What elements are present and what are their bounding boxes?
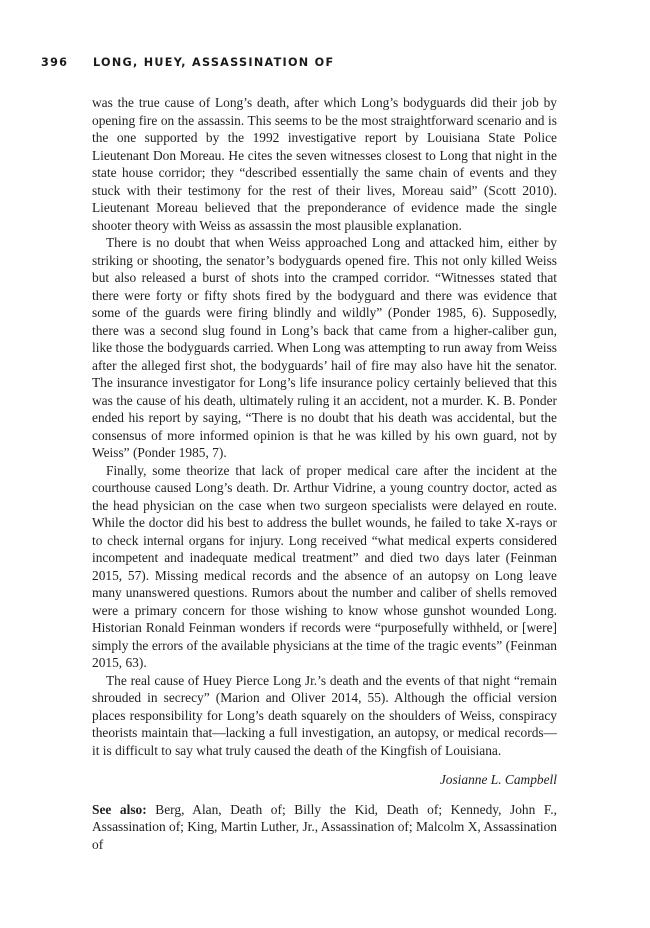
article-body [92, 94, 557, 853]
author-signature: Josianne L. Campbell [439, 772, 557, 787]
paragraph-3: Finally, some theorize that lack of proper medical care after the incident at the courthouse caused Long’s death. Dr. Arthur Vidrine, a young country doctor, acted as the head physician on the case when two surgeon specialists were delayed en route. While the doctor did his best to address the bullet wounds, he failed to take X-rays or to check internal organs for injury. Long received “what medical experts considered incompetent and inadequate medical treatment” and died two days later (Feinman 2015, 57). Missing medical records and the absence of an autopsy on Long leave many unanswered questions. Rumors about the number and caliber of shells removed were a primary concern for those wishing to know whose gunshot wounded Long. Historian Ronald Feinman wonders if records were “purposefully withheld, or [were] simply the errors of the available physicians at the time of the tragic events” (Feinman 2015, 63). [92, 462, 557, 670]
see-also [92, 801, 557, 854]
page-number: 396 [41, 56, 69, 69]
running-header [41, 56, 610, 72]
paragraph-2: There is no doubt that when Weiss approached Long and attacked him, either by striking or shooting, the senator’s bodyguards opened fire. This not only killed Weiss but also released a burst of shots into the cramped corridor. “Witnesses stated that there were forty or fifty shots fired by the bodyguard and there was evidence that some of the guards were firing blindly and wildly” (Ponder 1985, 6). Supposedly, there was a second slug found in Long’s back that came from a higher-caliber gun, like those the bodyguards carried. When Long was attempting to run away from Weiss after the alleged first shot, the bodyguards’ hail of fire may also have hit the senator. The insurance investigator for Long’s life insurance policy certainly believed that this was the cause of his death, ultimately ruling it an accident, not a murder. K. B. Ponder ended his report by saying, “There is no doubt that his death was accidental, but the consensus of more informed opinion is that he was killed by his own guard, not by Weiss” (Ponder 1985, 7). [92, 235, 557, 460]
see-also-list: Berg, Alan, Death of; Billy the Kid, Death of; Kennedy, John F., Assassination of; King, Martin Luther, Jr., Assassination of; Malcolm X, Assassination of [92, 801, 557, 852]
see-also-label: See also: [92, 801, 147, 817]
running-title: LONG, HUEY, ASSASSINATION OF [93, 56, 335, 69]
paragraph-1: was the true cause of Long’s death, after which Long’s bodyguards did their job by opening fire on the assassin. This seems to be the most straightforward scenario and is the one supported by the 1992 investigative report by Louisiana State Police Lieutenant Don Moreau. He cites the seven witnesses closest to Long that night in the state house corridor; they “described essentially the same chain of events and they stuck with their testimony for the rest of their lives, Moreau said” (Scott 2010). Lieutenant Moreau believed that the preponderance of evidence made the single shooter theory with Weiss as assassin the most plausible explanation. [92, 95, 557, 233]
paragraph-4: The real cause of Huey Pierce Long Jr.’s death and the events of that night “remain shrouded in secrecy” (Marion and Oliver 2014, 55). Although the official version places responsibility for Long’s death squarely on the shoulders of Weiss, conspiracy theorists maintain that—lacking a full investigation, an autopsy, or medical records—it is difficult to say what truly caused the death of the Kingfish of Louisiana. [92, 672, 557, 758]
